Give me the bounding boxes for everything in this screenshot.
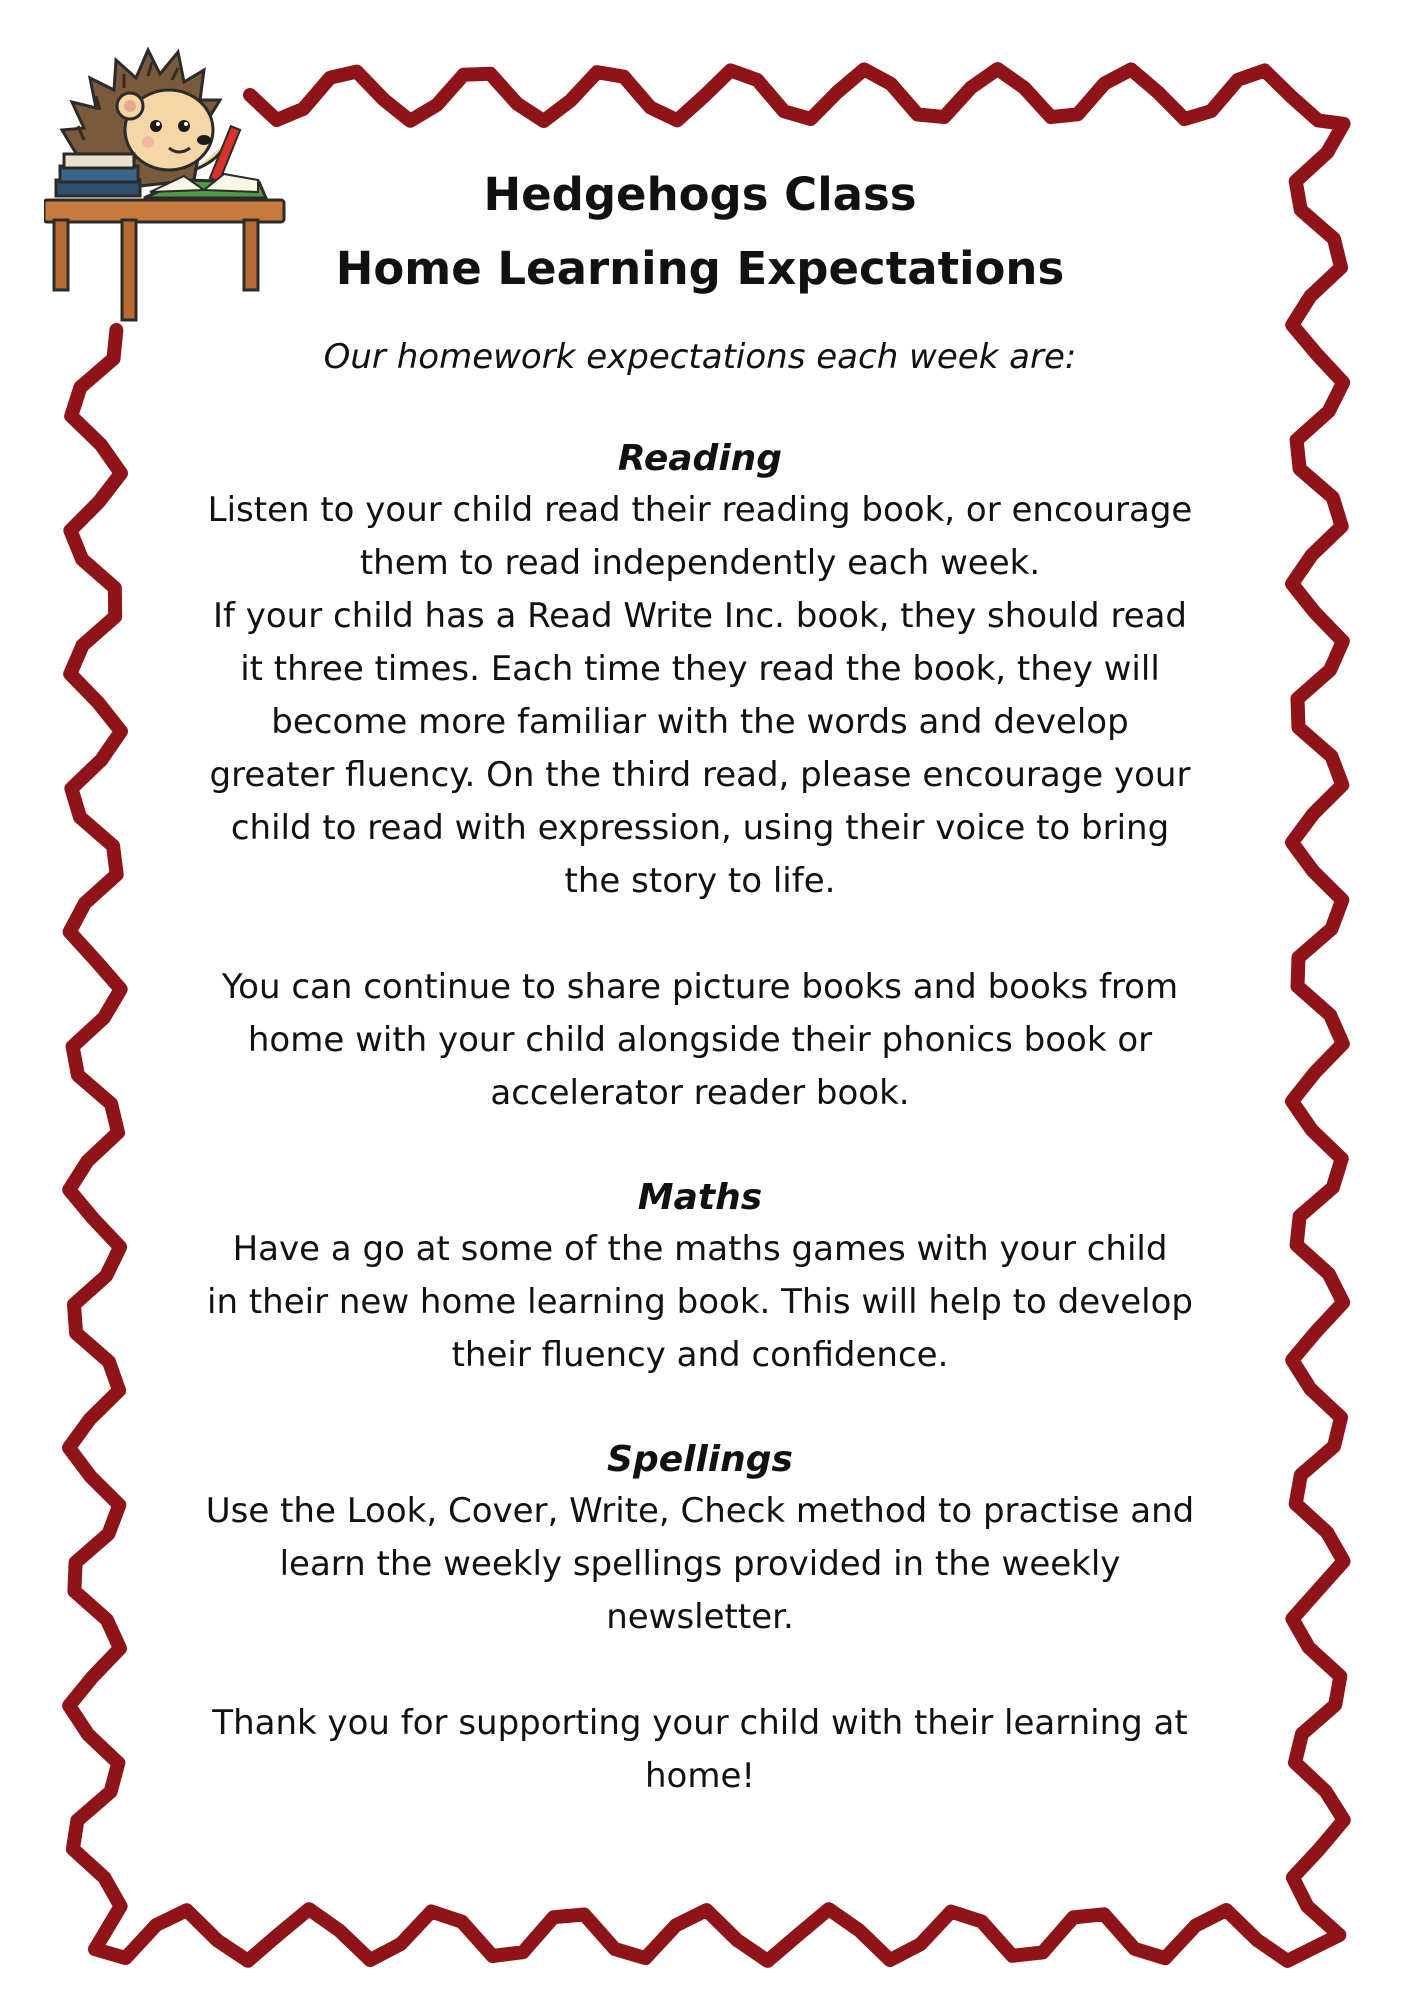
text-line: Listen to your child read their reading book, or encourage [207,490,1193,530]
text-line: Have a go at some of the maths games with your child [232,1229,1168,1269]
text-line: Use the Look, Cover, Write, Check method to practise and [205,1491,1195,1531]
text-line: Thank you for supporting your child with their learning at [212,1703,1188,1743]
text-line: home with your child alongside their phonics book or [247,1020,1153,1060]
intro-text: Our homework expectations each week are: [323,337,1077,377]
text-line: If your child has a Read Write Inc. book, they should read [212,596,1188,636]
text-line: accelerator reader book. [490,1073,910,1113]
spellings-heading: Spellings [607,1439,793,1480]
reading-paragraph-2 [130,961,1270,1120]
reading-heading: Reading [617,438,783,479]
maths-paragraph [130,1223,1270,1382]
text-line: it three times. Each time they read the book, they will [240,649,1160,689]
text-line: home! [644,1756,756,1796]
text-line: them to read independently each week. [359,543,1041,583]
text-line: learn the weekly spellings provided in the weekly [279,1544,1121,1584]
title-line-2: Home Learning Expectations [335,242,1065,295]
maths-heading: Maths [637,1177,763,1218]
text-line: in their new home learning book. This will help to develop [207,1282,1193,1322]
text-line: greater fluency. On the third read, please encourage your [209,755,1191,795]
text-line: their fluency and confidence. [451,1335,949,1375]
text-line: You can continue to share picture books and books from [221,967,1179,1007]
text-line: become more familiar with the words and develop [271,702,1129,742]
title-line-1: Hedgehogs Class [483,168,917,221]
document-body [130,158,1270,1803]
spellings-paragraph [130,1485,1270,1644]
text-line: newsletter. [606,1597,794,1637]
reading-paragraph-1 [130,484,1270,908]
text-line: child to read with expression, using their voice to bring [230,808,1170,848]
closing-paragraph [130,1697,1270,1803]
text-line: the story to life. [564,861,836,901]
